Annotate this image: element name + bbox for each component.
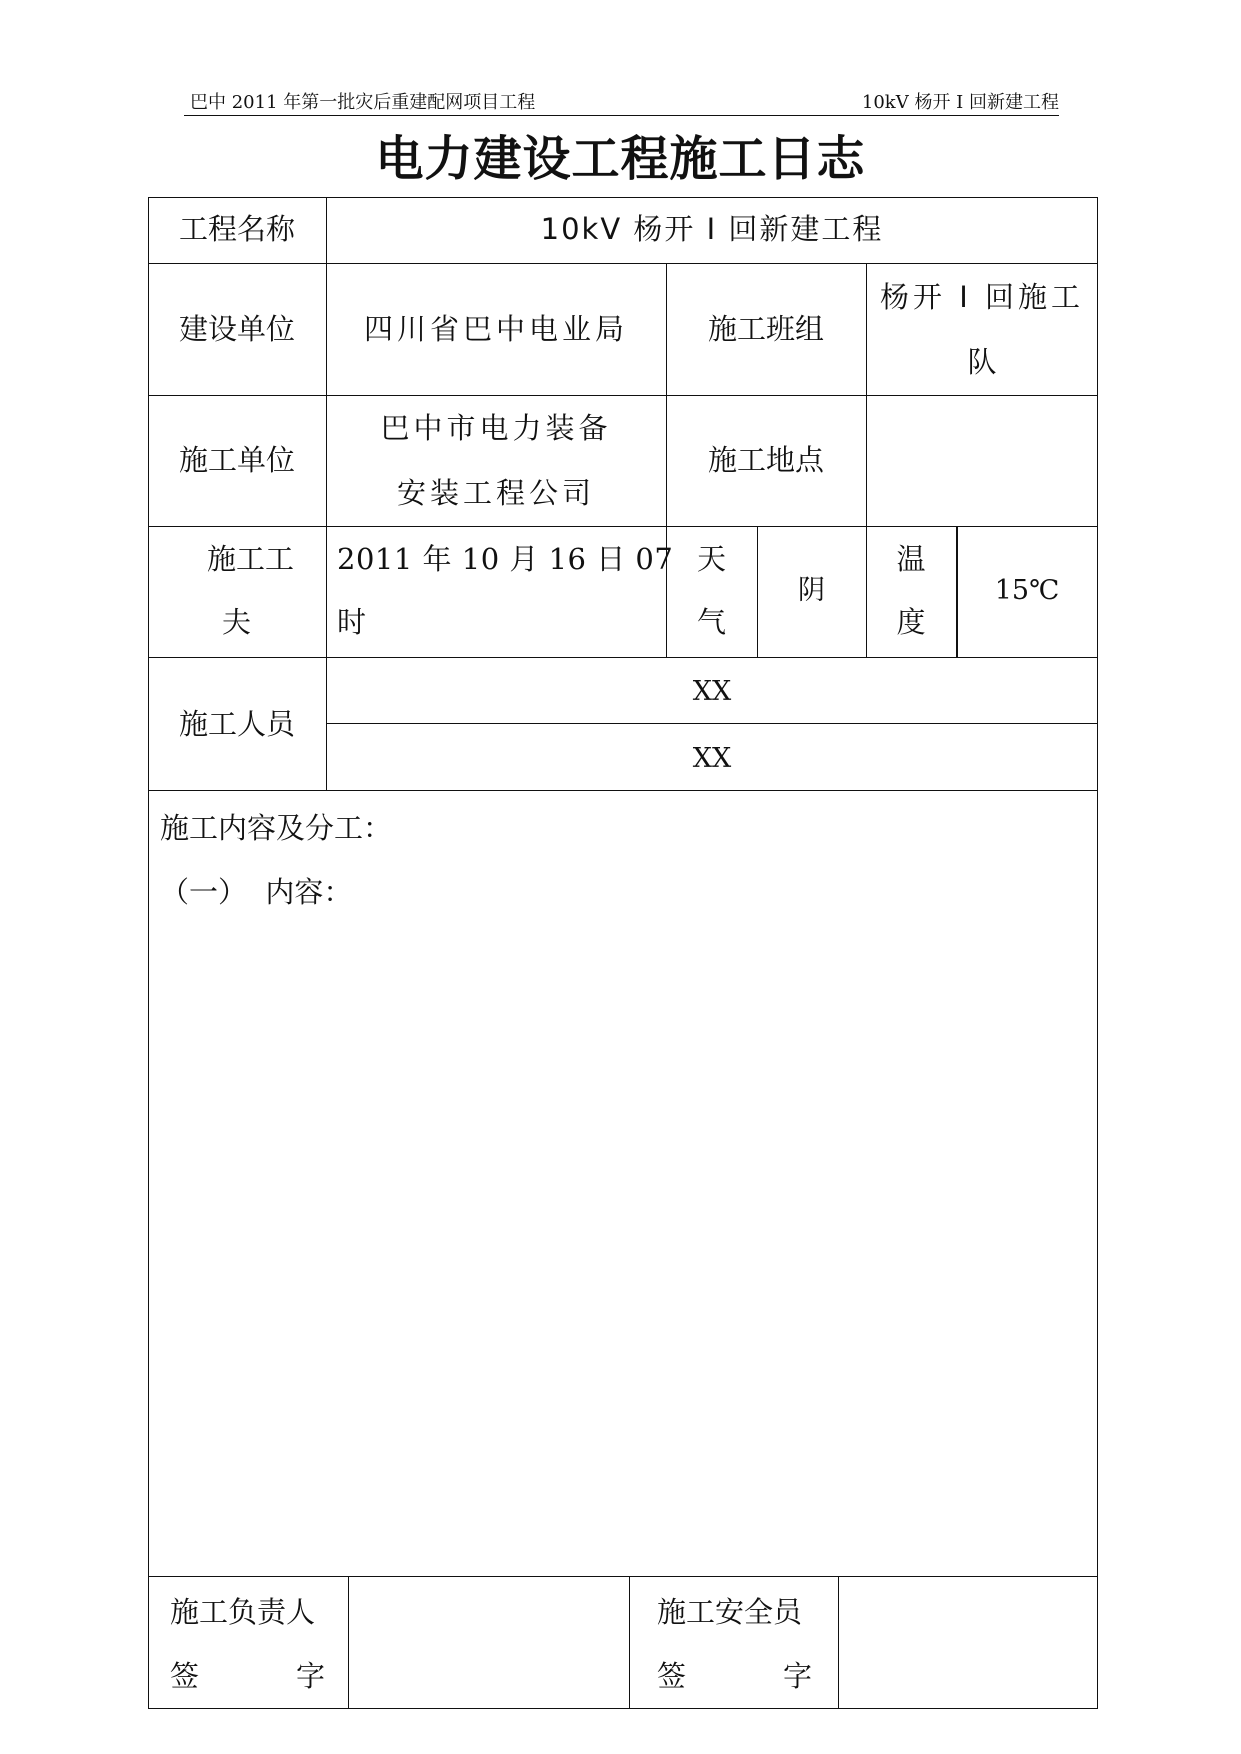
weather-label-line1: 天 — [696, 542, 726, 576]
page-title: 电力建设工程施工日志 — [375, 131, 866, 187]
workday-value-line2: 时 — [337, 605, 367, 639]
leader-sign-left: 签 — [170, 1659, 200, 1693]
safety-label: 施工安全员 — [657, 1595, 803, 1629]
header-right-text: 10kV 杨开 I 回新建工程 — [861, 92, 1059, 113]
team-value-line1: 杨开 I 回施工 — [880, 280, 1084, 314]
construction-unit-value-line2: 安装工程公司 — [396, 476, 595, 510]
workday-label-line2: 夫 — [222, 605, 252, 639]
staff-label: 施工人员 — [178, 707, 295, 741]
row-divider — [148, 1576, 1098, 1577]
content-heading: 施工内容及分工： — [160, 811, 393, 845]
temp-value: 15℃ — [994, 575, 1060, 606]
row-divider — [148, 263, 1098, 264]
staff-value-2: XX — [692, 743, 732, 774]
col-divider — [348, 1576, 349, 1709]
leader-sign-right: 字 — [296, 1659, 326, 1693]
build-unit-label: 建设单位 — [178, 312, 295, 346]
weather-label-line2: 气 — [696, 605, 726, 639]
temp-label-line2: 度 — [896, 605, 926, 639]
leader-label: 施工负责人 — [170, 1595, 316, 1629]
weather-value: 阴 — [798, 575, 825, 606]
workday-label-line1: 施工工 — [207, 542, 295, 576]
row-divider — [326, 723, 1098, 724]
safety-sign-right: 字 — [783, 1659, 813, 1693]
row-divider — [148, 790, 1098, 791]
build-unit-value: 四川省巴中电业局 — [363, 312, 628, 346]
project-name-value: 10kV 杨开 I 回新建工程 — [540, 212, 884, 246]
construction-unit-label: 施工单位 — [178, 443, 295, 477]
team-value-line2: 队 — [967, 345, 997, 379]
header-rule — [184, 115, 1059, 116]
staff-value-1: XX — [692, 676, 732, 707]
site-label: 施工地点 — [707, 443, 824, 477]
safety-sign-left: 签 — [657, 1659, 687, 1693]
team-label: 施工班组 — [707, 312, 824, 346]
row-divider — [148, 395, 1098, 396]
content-item-1: （一） 内容： — [160, 875, 353, 909]
col-divider — [866, 263, 867, 657]
header-left-text: 巴中 2011 年第一批灾后重建配网项目工程 — [190, 92, 536, 113]
project-name-label: 工程名称 — [178, 212, 295, 246]
row-divider — [148, 657, 1098, 658]
col-divider — [838, 1576, 839, 1709]
construction-unit-value-line1: 巴中市电力装备 — [380, 411, 612, 445]
workday-value-line1: 2011 年 10 月 16 日 07 — [337, 542, 674, 576]
col-divider — [629, 1576, 630, 1709]
temp-label-line1: 温 — [896, 542, 926, 576]
